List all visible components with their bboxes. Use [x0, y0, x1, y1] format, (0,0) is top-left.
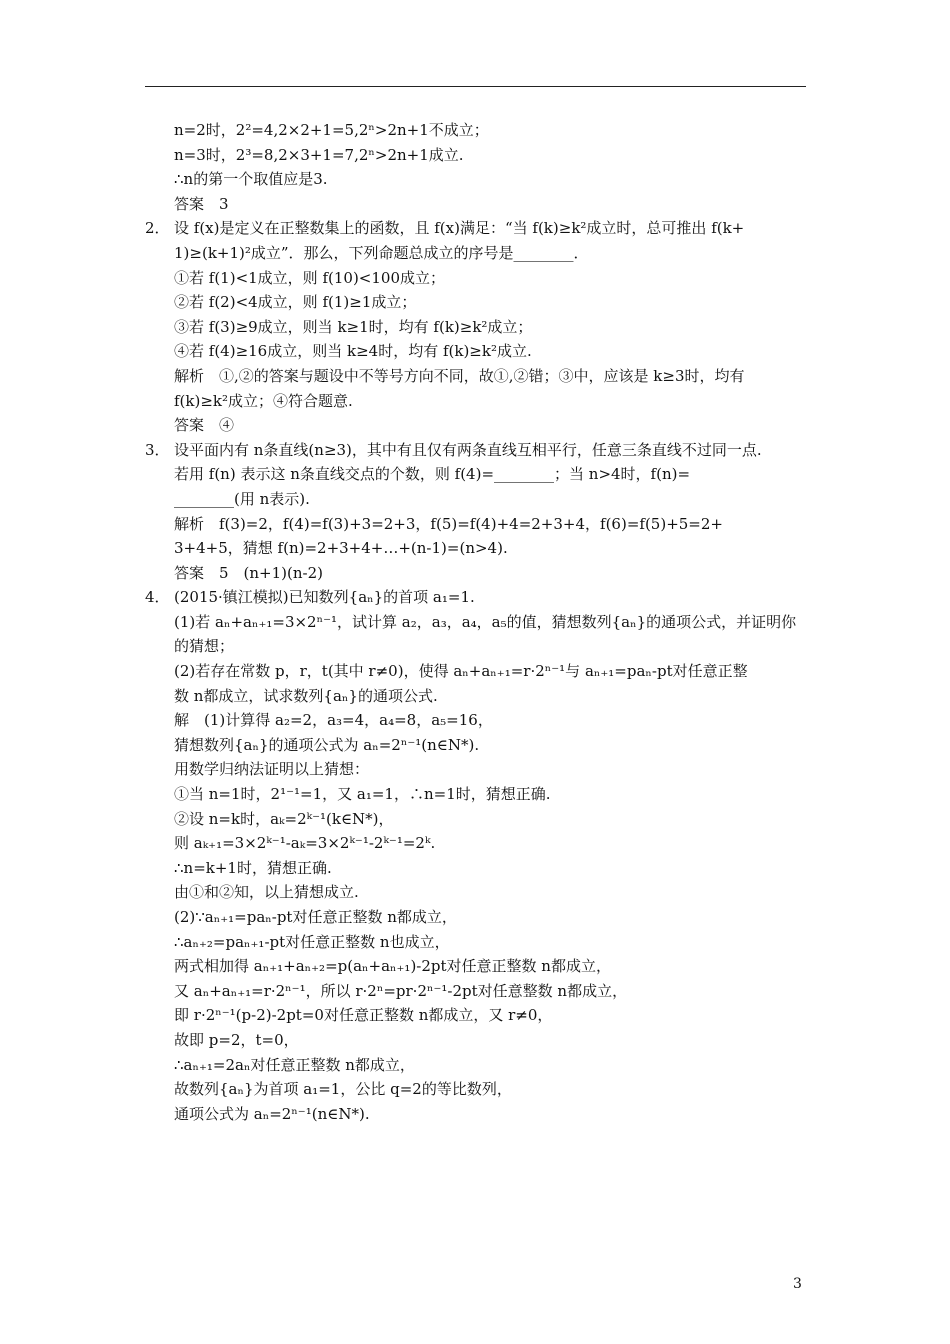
- line-text: 数 n都成立，试求数列{aₙ}的通项公式.: [174, 686, 438, 705]
- text-line: [145, 438, 815, 463]
- text-line: [145, 1028, 815, 1053]
- problem-number: 4．: [145, 588, 170, 607]
- line-text: ①若 f(1)<1成立，则 f(10)<100成立；: [174, 268, 445, 287]
- line-text: (2)若存在常数 p，r，t(其中 r≠0)，使得 aₙ+aₙ₊₁=r·2ⁿ⁻¹与 aₙ₊₁=paₙ-pt对任意正整: [174, 662, 748, 681]
- text-line: [145, 585, 815, 610]
- line-text: f(k)≥k²成立；④符合题意.: [174, 391, 353, 410]
- document-body: [145, 118, 815, 1126]
- text-line: [145, 143, 815, 168]
- header-rule: [145, 86, 806, 87]
- text-line: [145, 364, 815, 389]
- text-line: [145, 807, 815, 832]
- text-line: [145, 536, 815, 561]
- text-line: [145, 487, 815, 512]
- line-text: 又 aₙ+aₙ₊₁=r·2ⁿ⁻¹，所以 r·2ⁿ=pr·2ⁿ⁻¹-2pt对任意整数 n都成立，: [174, 981, 628, 1000]
- text-line: [145, 1077, 815, 1102]
- text-line: [145, 733, 815, 758]
- text-line: [145, 634, 815, 659]
- line-text: 故数列{aₙ}为首项 a₁=1，公比 q=2的等比数列，: [174, 1080, 512, 1099]
- line-text: ∴aₙ₊₁=2aₙ对任意正整数 n都成立，: [174, 1055, 415, 1074]
- text-line: [145, 216, 815, 241]
- text-line: [145, 856, 815, 881]
- line-text: ∴n=k+1时，猜想正确.: [174, 858, 332, 877]
- text-line: [145, 954, 815, 979]
- text-line: [145, 167, 815, 192]
- line-text: ③若 f(3)≥9成立，则当 k≥1时，均有 f(k)≥k²成立；: [174, 317, 533, 336]
- line-text: 故即 p=2，t=0，: [174, 1030, 299, 1049]
- problem-number: 2．: [145, 219, 170, 238]
- line-text: 即 r·2ⁿ⁻¹(p-2)-2pt=0对任意正整数 n都成立，又 r≠0，: [174, 1006, 553, 1025]
- line-text: n=3时，2³=8,2×3+1=7,2ⁿ>2n+1成立.: [174, 145, 464, 164]
- text-line: [145, 757, 815, 782]
- line-text: 答案 5 (n+1)(n-2): [174, 563, 323, 582]
- line-text: n=2时，2²=4,2×2+1=5,2ⁿ>2n+1不成立；: [174, 121, 489, 139]
- line-text: 若用 f(n) 表示这 n条直线交点的个数，则 f(4)=________；当 n>4时，f(n)=: [174, 465, 691, 484]
- text-line: [145, 413, 815, 438]
- line-text: 解析 ①,②的答案与题设中不等号方向不同，故①,②错；③中，应该是 k≥3时，均有: [174, 366, 745, 385]
- text-line: [145, 290, 815, 315]
- text-line: [145, 561, 815, 586]
- text-line: [145, 610, 815, 635]
- line-text: 由①和②知，以上猜想成立.: [174, 883, 359, 902]
- text-line: [145, 118, 815, 143]
- text-line: [145, 1053, 815, 1078]
- text-line: [145, 1003, 815, 1028]
- line-text: 答案 ④: [174, 416, 235, 435]
- line-text: 1)≥(k+1)²成立”．那么，下列命题总成立的序号是________．: [174, 243, 589, 262]
- line-text: 通项公式为 aₙ=2ⁿ⁻¹(n∈N*).: [174, 1104, 370, 1123]
- text-line: [145, 1102, 815, 1127]
- line-text: 猜想数列{aₙ}的通项公式为 aₙ=2ⁿ⁻¹(n∈N*).: [174, 735, 480, 754]
- line-text: 解析 f(3)=2，f(4)=f(3)+3=2+3，f(5)=f(4)+4=2+3+4，f(6)=f(5)+5=2+: [174, 514, 723, 533]
- line-text: 解 (1)计算得 a₂=2，a₃=4，a₄=8，a₅=16，: [174, 711, 493, 730]
- line-text: (2)∵aₙ₊₁=paₙ-pt对任意正整数 n都成立，: [174, 908, 457, 926]
- text-line: [145, 339, 815, 364]
- line-text: ①当 n=1时，2¹⁻¹=1，又 a₁=1，∴n=1时，猜想正确.: [174, 785, 551, 804]
- text-line: [145, 930, 815, 955]
- text-line: [145, 708, 815, 733]
- line-text: ②设 n=k时，aₖ=2ᵏ⁻¹(k∈N*)，: [174, 809, 394, 828]
- line-text: ∴n的第一个取值应是3.: [174, 170, 328, 189]
- line-text: 3+4+5，猜想 f(n)=2+3+4+…+(n-1)=(n>4).: [174, 539, 508, 558]
- line-text: ②若 f(2)<4成立，则 f(1)≥1成立；: [174, 293, 417, 312]
- text-line: [145, 684, 815, 709]
- text-line: [145, 782, 815, 807]
- line-text: 用数学归纳法证明以上猜想：: [174, 760, 370, 779]
- line-text: 答案 3: [174, 194, 229, 213]
- line-text: 设平面内有 n条直线(n≥3)，其中有且仅有两条直线互相平行，任意三条直线不过同一点.: [174, 440, 762, 459]
- page-number: 3: [793, 1276, 802, 1292]
- text-line: [145, 979, 815, 1004]
- line-text: ________(用 n表示).: [174, 489, 310, 508]
- line-text: 则 aₖ₊₁=3×2ᵏ⁻¹-aₖ=3×2ᵏ⁻¹-2ᵏ⁻¹=2ᵏ.: [174, 834, 436, 853]
- line-text: ∴aₙ₊₂=paₙ₊₁-pt对任意正整数 n也成立，: [174, 932, 450, 951]
- text-line: [145, 905, 815, 930]
- line-text: 两式相加得 aₙ₊₁+aₙ₊₂=p(aₙ+aₙ₊₁)-2pt对任意正整数 n都成立，: [174, 957, 611, 976]
- text-line: [145, 831, 815, 856]
- text-line: [145, 315, 815, 340]
- text-line: [145, 266, 815, 291]
- text-line: [145, 389, 815, 414]
- line-text: ④若 f(4)≥16成立，则当 k≥4时，均有 f(k)≥k²成立.: [174, 342, 532, 361]
- text-line: [145, 659, 815, 684]
- line-text: 设 f(x)是定义在正整数集上的函数，且 f(x)满足：“当 f(k)≥k²成立时，总可推出 f(k+: [174, 219, 745, 238]
- text-line: [145, 512, 815, 537]
- line-text: (1)若 aₙ+aₙ₊₁=3×2ⁿ⁻¹，试计算 a₂，a₃，a₄，a₅的值，猜想数列{aₙ}的通项公式，并证明你: [174, 612, 797, 631]
- line-text: 的猜想；: [174, 637, 235, 656]
- line-text: (2015·镇江模拟)已知数列{aₙ}的首项 a₁=1.: [174, 588, 475, 607]
- text-line: [145, 192, 815, 217]
- text-line: [145, 880, 815, 905]
- problem-number: 3．: [145, 440, 170, 459]
- text-line: [145, 241, 815, 266]
- text-line: [145, 462, 815, 487]
